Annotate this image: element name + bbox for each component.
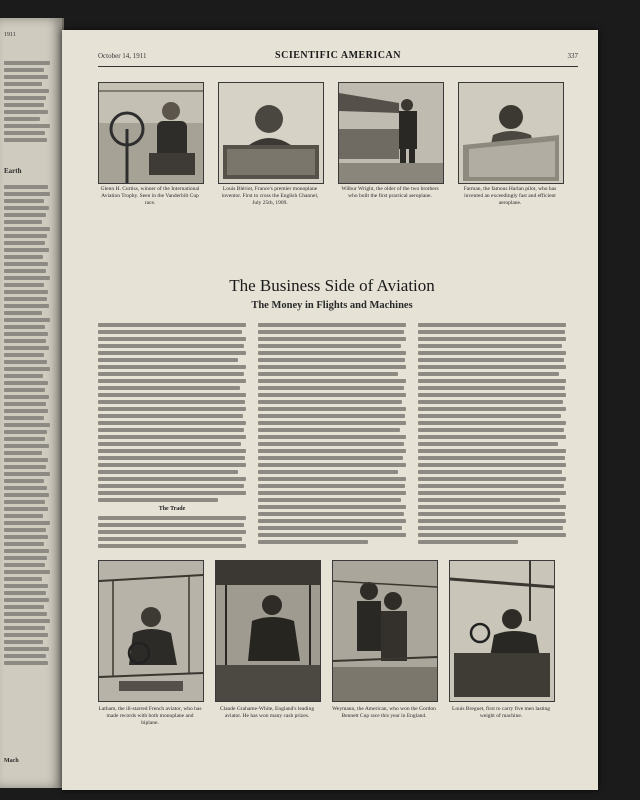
photo-curtiss bbox=[98, 82, 204, 184]
masthead-title: SCIENTIFIC AMERICAN bbox=[275, 50, 401, 61]
article-column-3 bbox=[418, 320, 566, 550]
newspaper-page bbox=[62, 30, 598, 790]
issue-date: October 14, 1911 bbox=[98, 52, 147, 60]
aviator-portrait-image bbox=[219, 83, 323, 183]
aviator-in-aircraft-image bbox=[333, 561, 437, 701]
caption-latham: Latham, the ill-starred French aviator, who has made records with both monoplane and biplane. bbox=[98, 706, 202, 726]
photo-wright bbox=[338, 82, 444, 184]
aviator-portrait-image bbox=[339, 83, 443, 183]
caption-weymann: Weymann, the American, who won the Gordon Bennett Cup race this year in England. bbox=[332, 706, 436, 719]
article-subtitle: The Money in Flights and Machines bbox=[251, 300, 413, 311]
photo-latham bbox=[98, 560, 204, 702]
page-header bbox=[98, 48, 578, 67]
facing-page-footer: Mach bbox=[4, 758, 19, 764]
caption-curtiss: Glenn H. Curtiss, winner of the International Aviation Trophy. Seen in the Vanderbilt Cup race. bbox=[100, 186, 200, 206]
aviator-portrait-image bbox=[99, 83, 203, 183]
facing-page-edge bbox=[0, 18, 64, 788]
facing-page-text-block bbox=[4, 58, 54, 145]
photo-farman bbox=[458, 82, 564, 184]
caption-farman: Farman, the famous Harlan pilot, who has invented an exceedingly fast and efficient aeroplane. bbox=[463, 186, 557, 206]
caption-wright: Wilbur Wright, the older of the two brothers who built the first practical aeroplane. bbox=[341, 186, 439, 199]
page-number: 337 bbox=[567, 52, 578, 60]
photo-grahame-white bbox=[215, 560, 321, 702]
photo-weymann bbox=[332, 560, 438, 702]
article-column-2 bbox=[258, 320, 406, 550]
aviator-portrait-image bbox=[459, 83, 563, 183]
photo-bleriot bbox=[218, 82, 324, 184]
aviator-in-aircraft-image bbox=[99, 561, 203, 701]
caption-bleriot: Louis Blériot, France's premier monoplane inventor. First to cross the English Channel, July 25th, 1909. bbox=[221, 186, 319, 206]
photo-breguet bbox=[449, 560, 555, 702]
facing-page-heading: Earth bbox=[4, 167, 22, 175]
section-heading: The Trade bbox=[158, 506, 186, 512]
spine-page-number: 1911 bbox=[4, 32, 16, 38]
aviator-in-aircraft-image bbox=[216, 561, 320, 701]
facing-page-text-block-2 bbox=[4, 182, 54, 668]
caption-breguet: Louis Breguet, first to carry five men lasting weight of machine. bbox=[451, 706, 551, 719]
caption-grahame-white: Claude Grahame-White, England's leading aviator. He has won many cash prizes. bbox=[219, 706, 315, 719]
article-column-1 bbox=[98, 320, 246, 550]
aviator-in-aircraft-image bbox=[450, 561, 554, 701]
article-title: The Business Side of Aviation bbox=[229, 276, 435, 295]
